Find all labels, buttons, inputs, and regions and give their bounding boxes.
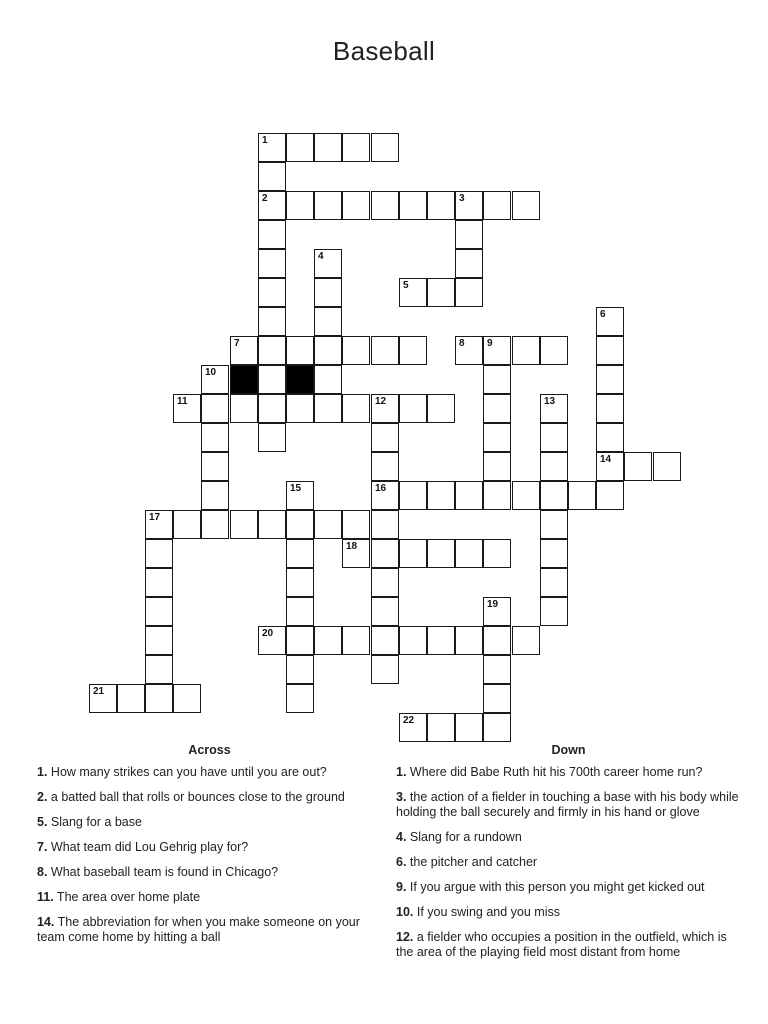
down-clues [396, 743, 741, 970]
clue-item [396, 765, 741, 780]
grid-cell[interactable] [314, 626, 342, 655]
grid-cell[interactable] [286, 626, 314, 655]
clue-number-label: 3. [396, 790, 407, 804]
grid-cell[interactable] [258, 307, 286, 336]
grid-cell[interactable] [258, 423, 286, 452]
grid-cell[interactable] [512, 191, 540, 220]
grid-cell[interactable] [314, 510, 342, 539]
grid-cell[interactable] [653, 452, 681, 481]
clue-number-label: 10. [396, 905, 414, 919]
clue-number: 20 [262, 628, 274, 639]
grid-cell[interactable] [258, 220, 286, 249]
grid-cell[interactable] [540, 539, 568, 568]
grid-cell[interactable] [258, 510, 286, 539]
clue-text: How many strikes can you have until you are out? [47, 765, 327, 779]
clue-number-label: 1. [396, 765, 407, 779]
clue-text: the action of a fielder in touching a base with his body while holding the ball securely and firmly in his hand or glove [396, 790, 739, 819]
clue-item [396, 930, 741, 960]
grid-cell[interactable] [342, 133, 370, 162]
grid-cell[interactable] [483, 655, 511, 684]
grid-cell[interactable] [342, 539, 370, 568]
clue-item [396, 790, 741, 820]
grid-cell[interactable] [89, 684, 117, 713]
grid-cell[interactable] [173, 510, 201, 539]
grid-cell[interactable] [540, 452, 568, 481]
grid-cell[interactable] [286, 539, 314, 568]
grid-cell[interactable] [145, 626, 173, 655]
grid-cell[interactable] [342, 626, 370, 655]
clue-number: 7 [234, 338, 240, 349]
grid-cell[interactable] [286, 655, 314, 684]
grid-cell[interactable] [286, 394, 314, 423]
clue-number-label: 11. [37, 890, 54, 904]
clue-number: 3 [459, 193, 465, 204]
across-clue-list [37, 765, 382, 945]
grid-cell[interactable] [540, 597, 568, 626]
clue-number: 14 [600, 454, 612, 465]
grid-cell[interactable] [483, 452, 511, 481]
grid-cell[interactable] [314, 336, 342, 365]
grid-cell[interactable] [145, 510, 173, 539]
grid-cell[interactable] [314, 249, 342, 278]
grid-cell[interactable] [596, 423, 624, 452]
clue-number: 8 [459, 338, 465, 349]
grid-cell[interactable] [371, 423, 399, 452]
grid-cell[interactable] [568, 481, 596, 510]
clue-item [37, 865, 382, 880]
grid-cell[interactable] [314, 191, 342, 220]
clue-text: The abbreviation for when you make someone on your team come home by hitting a ball [37, 915, 360, 944]
clue-text: the pitcher and catcher [406, 855, 538, 869]
clue-number: 13 [544, 396, 556, 407]
grid-cell[interactable] [173, 684, 201, 713]
grid-cell[interactable] [483, 336, 511, 365]
grid-cell[interactable] [314, 394, 342, 423]
clue-number-label: 5. [37, 815, 48, 829]
grid-cell[interactable] [540, 568, 568, 597]
grid-cell[interactable] [258, 336, 286, 365]
across-heading: Across [188, 743, 231, 757]
grid-cell[interactable] [427, 539, 455, 568]
puzzle-title: Baseball [332, 36, 436, 66]
clue-number: 18 [346, 541, 358, 552]
grid-cell[interactable] [455, 336, 483, 365]
grid-cell[interactable] [596, 481, 624, 510]
clue-item [37, 840, 382, 855]
clue-text: Slang for a base [47, 815, 142, 829]
clue-text: What baseball team is found in Chicago? [47, 865, 279, 879]
blocked-cell [230, 365, 258, 394]
grid-cell[interactable] [427, 626, 455, 655]
grid-cell[interactable] [371, 191, 399, 220]
down-clue-list [396, 765, 741, 960]
grid-cell[interactable] [314, 307, 342, 336]
clue-text: What team did Lou Gehrig play for? [47, 840, 249, 854]
clue-item [37, 790, 382, 805]
grid-cell[interactable] [145, 655, 173, 684]
grid-cell[interactable] [258, 162, 286, 191]
grid-cell[interactable] [399, 539, 427, 568]
grid-cell[interactable] [258, 191, 286, 220]
grid-cell[interactable] [342, 336, 370, 365]
clue-text: Slang for a rundown [406, 830, 522, 844]
grid-cell[interactable] [399, 626, 427, 655]
clue-number-label: 4. [396, 830, 407, 844]
grid-cell[interactable] [483, 684, 511, 713]
grid-cell[interactable] [258, 133, 286, 162]
clue-number: 19 [487, 599, 499, 610]
clue-text: a batted ball that rolls or bounces close to the ground [47, 790, 345, 804]
grid-cell[interactable] [455, 278, 483, 307]
grid-cell[interactable] [512, 336, 540, 365]
grid-cell[interactable] [483, 713, 511, 742]
grid-cell[interactable] [455, 191, 483, 220]
grid-cell[interactable] [286, 510, 314, 539]
grid-cell[interactable] [596, 365, 624, 394]
clue-text: The area over home plate [53, 890, 201, 904]
grid-cell[interactable] [201, 481, 229, 510]
grid-cell[interactable] [483, 597, 511, 626]
grid-cell[interactable] [371, 452, 399, 481]
grid-cell[interactable] [201, 365, 229, 394]
grid-cell[interactable] [258, 394, 286, 423]
grid-cell[interactable] [455, 713, 483, 742]
grid-cell[interactable] [427, 278, 455, 307]
grid-cell[interactable] [483, 423, 511, 452]
grid-cell[interactable] [427, 394, 455, 423]
clue-number: 17 [149, 512, 161, 523]
grid-cell[interactable] [371, 394, 399, 423]
grid-cell[interactable] [286, 684, 314, 713]
clue-number-label: 14. [37, 915, 55, 929]
grid-cell[interactable] [371, 481, 399, 510]
grid-cell[interactable] [427, 713, 455, 742]
grid-cell[interactable] [540, 481, 568, 510]
grid-cell[interactable] [145, 597, 173, 626]
grid-cell[interactable] [540, 336, 568, 365]
grid-cell[interactable] [201, 423, 229, 452]
clue-number-label: 9. [396, 880, 407, 894]
grid-cell[interactable] [286, 336, 314, 365]
clue-number: 6 [600, 309, 606, 320]
grid-cell[interactable] [399, 481, 427, 510]
grid-cell[interactable] [286, 481, 314, 510]
grid-cell[interactable] [371, 626, 399, 655]
grid-cell[interactable] [371, 510, 399, 539]
grid-cell[interactable] [483, 191, 511, 220]
grid-cell[interactable] [596, 307, 624, 336]
grid-cell[interactable] [540, 394, 568, 423]
grid-cell[interactable] [145, 539, 173, 568]
grid-cell[interactable] [230, 336, 258, 365]
clue-item [396, 855, 741, 870]
clue-item [396, 880, 741, 895]
grid-cell[interactable] [371, 568, 399, 597]
grid-cell[interactable] [117, 684, 145, 713]
clue-number: 10 [205, 367, 217, 378]
clue-text: If you argue with this person you might get kicked out [406, 880, 705, 894]
grid-cell[interactable] [455, 539, 483, 568]
clue-number: 9 [487, 338, 493, 349]
grid-cell[interactable] [258, 626, 286, 655]
grid-cell[interactable] [230, 510, 258, 539]
clue-number-label: 2. [37, 790, 48, 804]
grid-cell[interactable] [455, 626, 483, 655]
grid-cell[interactable] [342, 191, 370, 220]
grid-cell[interactable] [258, 249, 286, 278]
grid-cell[interactable] [399, 278, 427, 307]
clue-item [37, 815, 382, 830]
clue-number: 1 [262, 135, 268, 146]
across-clues [37, 743, 382, 955]
grid-cell[interactable] [483, 394, 511, 423]
grid-cell[interactable] [371, 597, 399, 626]
grid-cell[interactable] [145, 684, 173, 713]
grid-cell[interactable] [286, 133, 314, 162]
clue-text: If you swing and you miss [413, 905, 560, 919]
grid-cell[interactable] [314, 278, 342, 307]
grid-cell[interactable] [540, 423, 568, 452]
grid-cell[interactable] [371, 336, 399, 365]
clue-number: 12 [375, 396, 387, 407]
grid-cell[interactable] [512, 481, 540, 510]
grid-cell[interactable] [258, 278, 286, 307]
grid-cell[interactable] [455, 481, 483, 510]
clue-item [37, 915, 382, 945]
clue-number-label: 8. [37, 865, 48, 879]
clue-number: 16 [375, 483, 387, 494]
grid-cell[interactable] [286, 597, 314, 626]
clue-number: 5 [403, 280, 409, 291]
grid-cell[interactable] [483, 365, 511, 394]
clue-number: 4 [318, 251, 324, 262]
down-heading: Down [551, 743, 586, 757]
grid-cell[interactable] [455, 220, 483, 249]
clue-item [37, 890, 382, 905]
grid-cell[interactable] [399, 191, 427, 220]
clue-item [396, 830, 741, 845]
grid-cell[interactable] [201, 394, 229, 423]
grid-cell[interactable] [258, 365, 286, 394]
clue-number: 15 [290, 483, 302, 494]
clue-text: a fielder who occupies a position in the outfield, which is the area of the playing field most distant from home [396, 930, 727, 959]
grid-cell[interactable] [342, 394, 370, 423]
grid-cell[interactable] [230, 394, 258, 423]
grid-cell[interactable] [540, 510, 568, 539]
clue-number-label: 7. [37, 840, 48, 854]
grid-cell[interactable] [314, 365, 342, 394]
clue-number: 21 [93, 686, 105, 697]
clue-number-label: 6. [396, 855, 407, 869]
grid-cell[interactable] [201, 452, 229, 481]
clue-item [396, 905, 741, 920]
grid-cell[interactable] [342, 510, 370, 539]
clue-text: Where did Babe Ruth hit his 700th career home run? [406, 765, 703, 779]
grid-cell[interactable] [455, 249, 483, 278]
grid-cell[interactable] [371, 539, 399, 568]
grid-cell[interactable] [483, 626, 511, 655]
grid-cell[interactable] [427, 481, 455, 510]
grid-cell[interactable] [314, 133, 342, 162]
grid-cell[interactable] [286, 191, 314, 220]
grid-cell[interactable] [399, 394, 427, 423]
grid-cell[interactable] [201, 510, 229, 539]
grid-cell[interactable] [145, 568, 173, 597]
clue-number: 2 [262, 193, 268, 204]
clue-number-label: 12. [396, 930, 414, 944]
grid-cell[interactable] [399, 713, 427, 742]
clue-number: 22 [403, 715, 415, 726]
grid-cell[interactable] [596, 336, 624, 365]
blocked-cell [286, 365, 314, 394]
grid-cell[interactable] [624, 452, 652, 481]
grid-cell[interactable] [427, 191, 455, 220]
grid-cell[interactable] [371, 133, 399, 162]
grid-cell[interactable] [286, 568, 314, 597]
grid-cell[interactable] [483, 481, 511, 510]
grid-cell[interactable] [483, 539, 511, 568]
grid-cell[interactable] [596, 452, 624, 481]
clue-item [37, 765, 382, 780]
grid-cell[interactable] [371, 655, 399, 684]
grid-cell[interactable] [399, 336, 427, 365]
clue-number: 11 [177, 396, 188, 407]
grid-cell[interactable] [596, 394, 624, 423]
grid-cell[interactable] [512, 626, 540, 655]
grid-cell[interactable] [173, 394, 201, 423]
clue-number-label: 1. [37, 765, 48, 779]
